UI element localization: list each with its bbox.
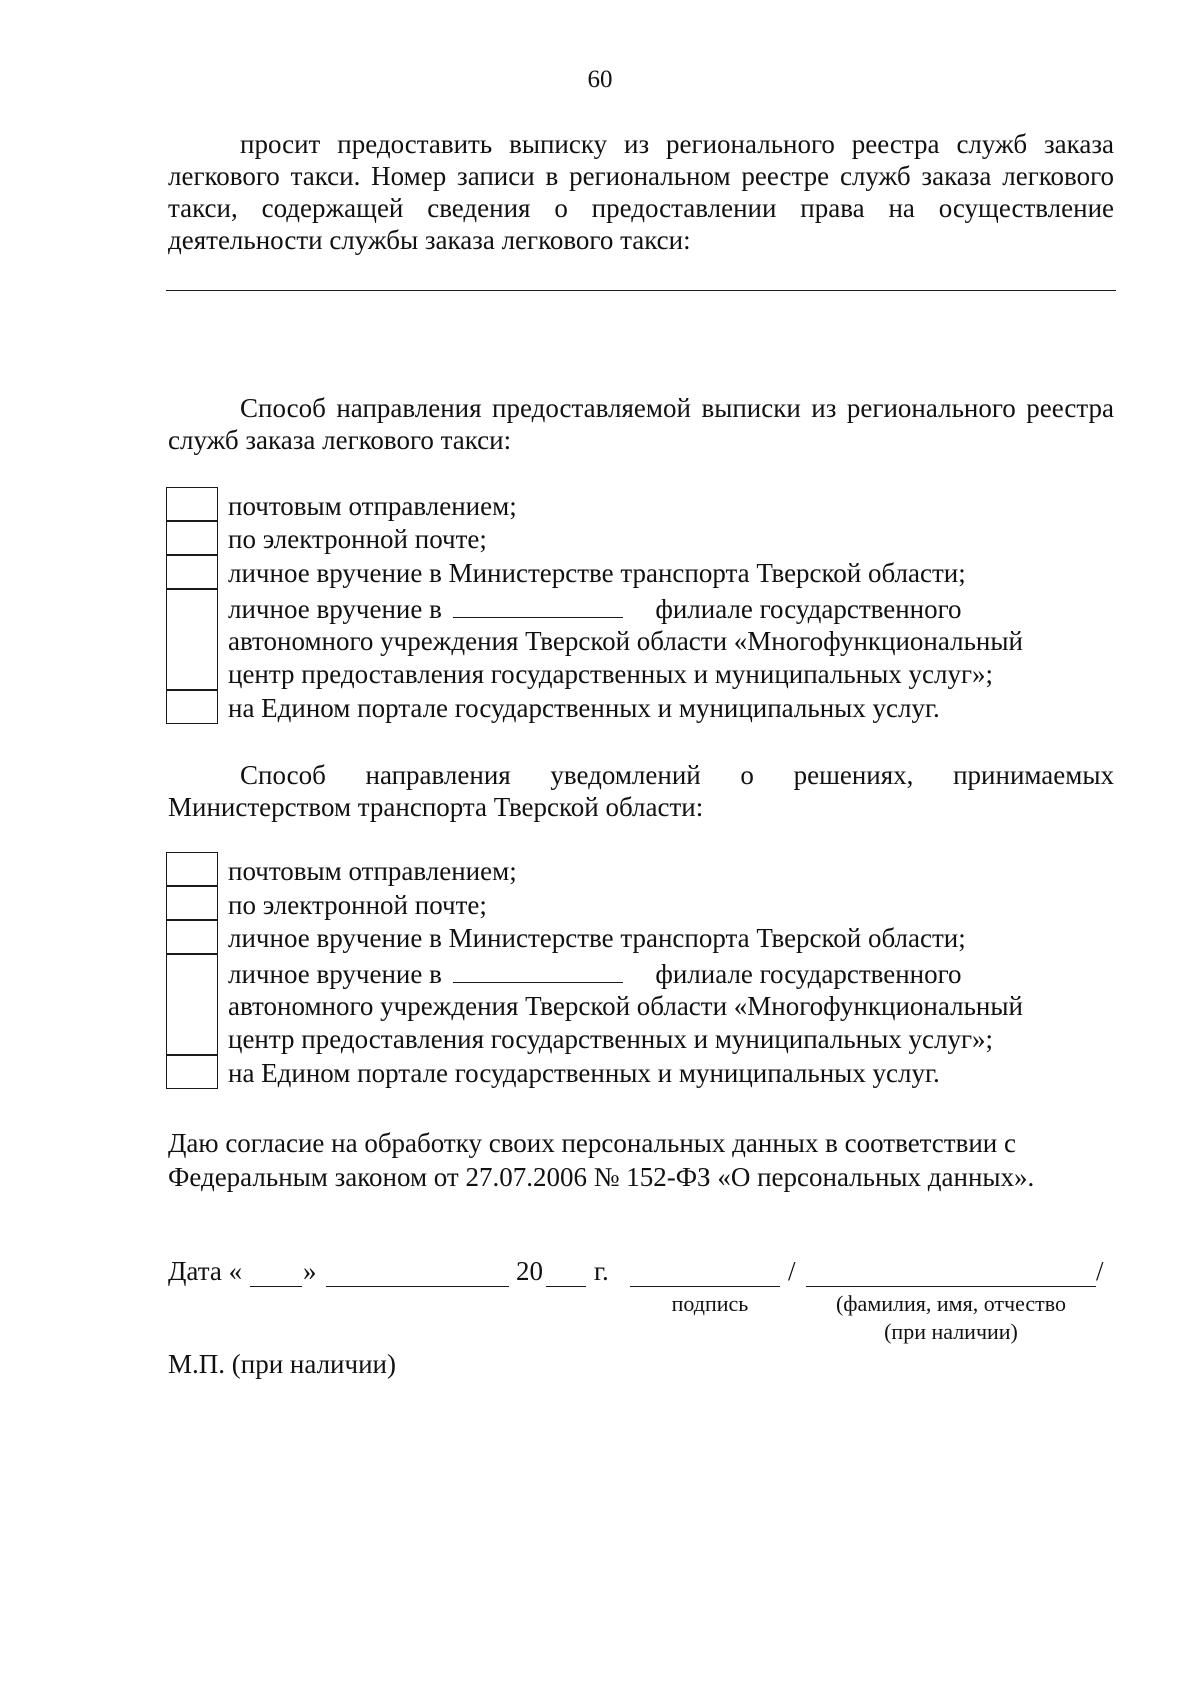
section2-heading xyxy=(168,759,1114,823)
date-year-field[interactable] xyxy=(546,1286,586,1287)
checkbox-s1-portal[interactable] xyxy=(166,690,218,724)
date-close-quote: » xyxy=(303,1256,317,1286)
s1-mfc-suffix: филиале государственного xyxy=(655,594,962,624)
s2-option-ministry: личное вручение в Министерстве транспорта Тверской области; xyxy=(228,923,966,953)
date-prefix: Дата « xyxy=(168,1256,243,1286)
consent-line1: Даю согласие на обработку своих персональных данных в соответствии с xyxy=(168,1128,1016,1158)
s2-option-mail: почтовым отправлением; xyxy=(228,856,517,886)
s2-mfc-branch-field[interactable] xyxy=(453,956,623,983)
signature-slash-left: / xyxy=(788,1256,796,1286)
year-suffix: г. xyxy=(594,1256,609,1286)
s2-mfc-prefix: личное вручение в xyxy=(228,959,442,989)
s1-option-mail: почтовым отправлением; xyxy=(228,491,517,521)
date-day-field[interactable] xyxy=(250,1286,302,1287)
checkbox-s2-mfc[interactable] xyxy=(166,954,218,1055)
checkbox-s2-portal[interactable] xyxy=(166,1055,218,1089)
checkbox-s1-email[interactable] xyxy=(166,521,218,555)
section2-heading-text: Способ направления уведомлений о решениях, принимаемых Министерством транспорта Тверской области: xyxy=(168,760,1114,822)
signature-caption: подпись xyxy=(671,1291,749,1316)
s1-option-portal: на Едином портале государственных и муниципальных услуг. xyxy=(228,693,940,723)
s2-mfc-suffix: филиале государственного xyxy=(655,959,962,989)
year-prefix: 20 xyxy=(516,1256,543,1286)
s2-option-mfc xyxy=(228,956,962,990)
s1-option-email: по электронной почте; xyxy=(228,524,487,554)
page-number: 60 xyxy=(587,66,613,93)
s2-option-portal: на Едином портале государственных и муниципальных услуг. xyxy=(228,1058,940,1088)
s2-option-email: по электронной почте; xyxy=(228,890,487,920)
s2-option-mfc-line2: автономного учреждения Тверской области «Многофункциональный xyxy=(228,991,1023,1021)
section1-heading xyxy=(168,392,1114,456)
registry-number-field[interactable] xyxy=(166,290,1116,291)
name-caption-line2: (при наличии) xyxy=(884,1319,1018,1344)
checkbox-s1-ministry[interactable] xyxy=(166,555,218,589)
section1-heading-text: Способ направления предоставляемой выписки из регионального реестра служб заказа легкового такси: xyxy=(168,393,1114,455)
signature-field[interactable] xyxy=(630,1286,780,1287)
s1-mfc-prefix: личное вручение в xyxy=(228,594,442,624)
checkbox-s1-mfc[interactable] xyxy=(166,589,218,690)
name-caption-line1: (фамилия, имя, отчество xyxy=(835,1291,1067,1316)
s2-option-mfc-line3: центр предоставления государственных и муниципальных услуг»; xyxy=(228,1024,994,1054)
checkbox-s2-ministry[interactable] xyxy=(166,920,218,954)
checkbox-s2-mail[interactable] xyxy=(166,852,218,886)
s1-mfc-branch-field[interactable] xyxy=(453,591,623,618)
request-paragraph xyxy=(168,128,1114,256)
checkbox-s2-email[interactable] xyxy=(166,886,218,920)
s1-option-ministry: личное вручение в Министерстве транспорта Тверской области; xyxy=(228,558,966,588)
s1-option-mfc xyxy=(228,591,962,625)
checkbox-s1-mail[interactable] xyxy=(166,487,218,521)
date-month-field[interactable] xyxy=(326,1286,509,1287)
s1-option-mfc-line3: центр предоставления государственных и муниципальных услуг»; xyxy=(228,659,994,689)
s1-option-mfc-line2: автономного учреждения Тверской области «Многофункциональный xyxy=(228,626,1023,656)
request-paragraph-text: просит предоставить выписку из регионального реестра служб заказа легкового такси. Номер записи в региональном реестре служб заказа легкового такси, содержащей сведения о предоставлении права на осуществление деятельности службы заказа легкового такси: xyxy=(168,129,1114,255)
signature-slash-right: / xyxy=(1096,1256,1104,1286)
consent-line2: Федеральным законом от 27.07.2006 № 152-ФЗ «О персональных данных». xyxy=(168,1162,1035,1192)
full-name-field[interactable] xyxy=(806,1286,1096,1287)
stamp-label: М.П. (при наличии) xyxy=(168,1349,396,1379)
